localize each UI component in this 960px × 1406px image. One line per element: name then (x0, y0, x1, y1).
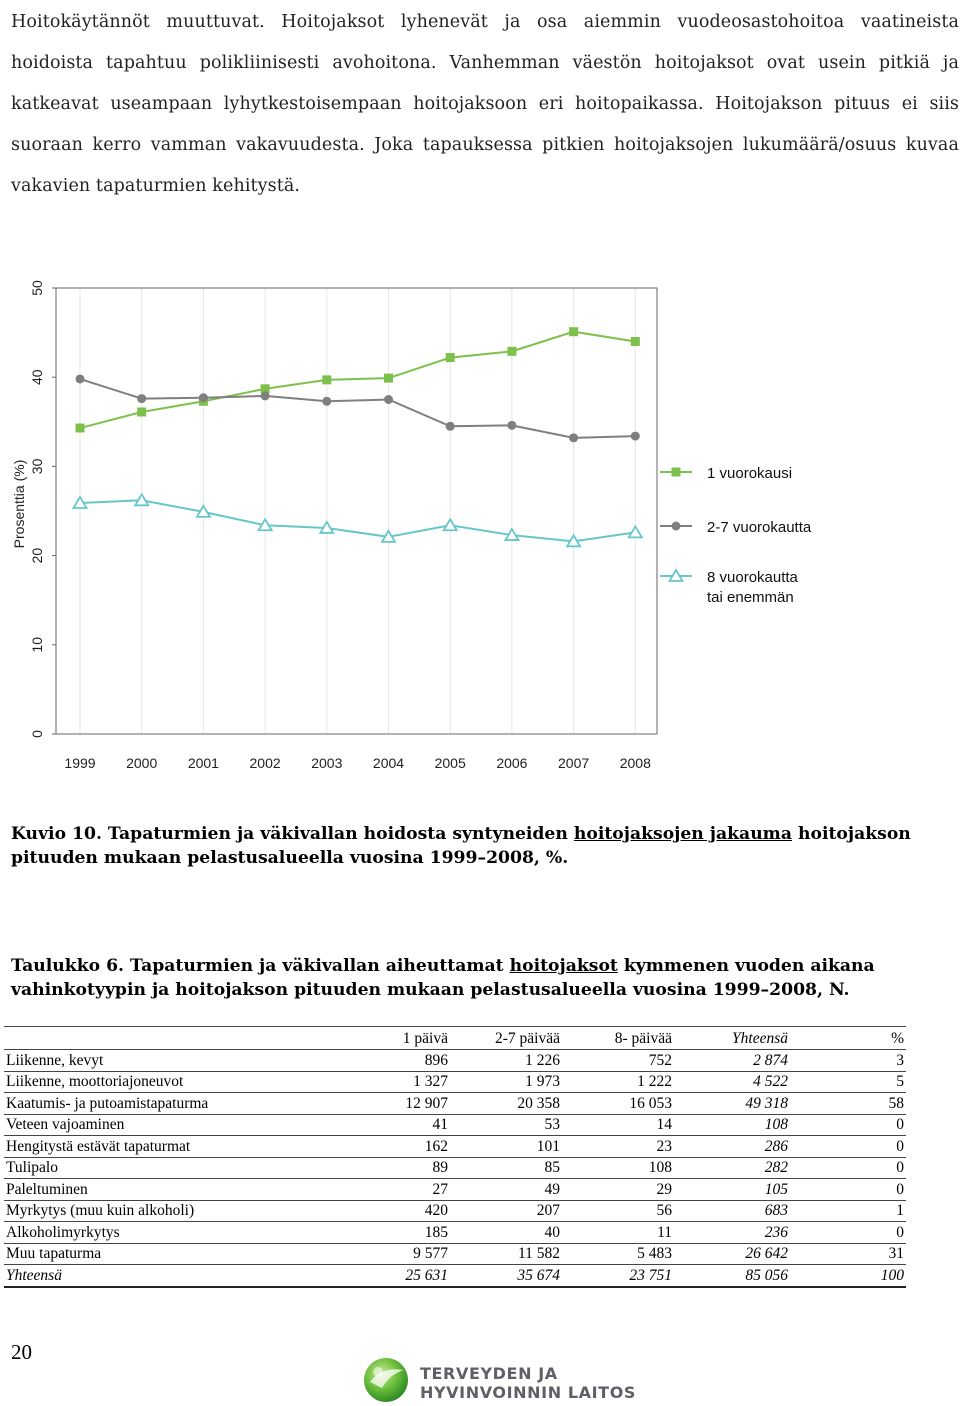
x-tick-label: 2007 (558, 755, 590, 771)
row-value: 85 056 (674, 1265, 790, 1287)
legend-label: 2-7 vuorokautta (707, 519, 812, 536)
page-number: 20 (11, 1340, 32, 1364)
logo-line1: TERVEYDEN JA (420, 1364, 558, 1383)
line-chart (0, 270, 960, 790)
figure-caption-link[interactable]: hoitojaksojen jakauma (573, 824, 793, 844)
plot-frame (56, 288, 657, 734)
row-label: Liikenne, kevyt (4, 1050, 284, 1072)
row-value: 100 (790, 1265, 906, 1287)
y-tick-label: 30 (29, 458, 45, 475)
row-value: 5 483 (562, 1243, 674, 1265)
table-row (4, 1157, 906, 1179)
row-value: 0 (790, 1114, 906, 1136)
row-value: 4 522 (674, 1071, 790, 1093)
table-row (4, 1136, 906, 1158)
row-value: 108 (562, 1157, 674, 1179)
y-tick-label: 50 (29, 280, 45, 296)
row-value: 0 (790, 1157, 906, 1179)
row-value: 420 (284, 1200, 450, 1222)
header-cell: Yhteensä (674, 1027, 790, 1050)
y-axis-label: Prosenttia (%) (11, 459, 27, 549)
row-value: 5 (790, 1071, 906, 1093)
row-value: 40 (450, 1222, 562, 1244)
row-value: 11 (562, 1222, 674, 1244)
row-value: 0 (790, 1179, 906, 1201)
y-tick-label: 10 (29, 637, 45, 653)
header-cell: 2-7 päivää (450, 1027, 562, 1050)
data-point (322, 375, 331, 384)
y-tick-label: 20 (29, 547, 45, 564)
legend-marker (672, 468, 681, 477)
header-cell: 8- päivää (562, 1027, 674, 1050)
series-line (80, 332, 635, 428)
row-label: Yhteensä (4, 1265, 284, 1287)
table-row (4, 1243, 906, 1265)
data-point (384, 374, 393, 383)
y-tick-label: 0 (29, 730, 45, 738)
row-value: 89 (284, 1157, 450, 1179)
row-value: 12 907 (284, 1093, 450, 1115)
row-value: 53 (450, 1114, 562, 1136)
row-label: Liikenne, moottoriajoneuvot (4, 1071, 284, 1093)
data-point (569, 433, 578, 442)
data-point (76, 424, 85, 433)
row-value: 683 (674, 1200, 790, 1222)
row-value: 35 674 (450, 1265, 562, 1287)
table-row (4, 1114, 906, 1136)
data-table (4, 1026, 906, 1288)
x-tick-label: 2004 (372, 755, 405, 771)
x-tick-label: 2008 (619, 755, 651, 771)
table-row (4, 1093, 906, 1115)
row-label: Hengitystä estävät tapaturmat (4, 1136, 284, 1158)
row-value: 1 222 (562, 1071, 674, 1093)
row-value: 49 318 (674, 1093, 790, 1115)
row-value: 41 (284, 1114, 450, 1136)
row-value: 3 (790, 1050, 906, 1072)
row-value: 236 (674, 1222, 790, 1244)
row-label: Alkoholimyrkytys (4, 1222, 284, 1244)
y-tick-label: 40 (29, 369, 45, 385)
data-point (76, 374, 85, 383)
row-value: 108 (674, 1114, 790, 1136)
table-row (4, 1222, 906, 1244)
row-value: 207 (450, 1200, 562, 1222)
table-row (4, 1200, 906, 1222)
row-value: 11 582 (450, 1243, 562, 1265)
x-tick-label: 2005 (434, 755, 466, 771)
row-value: 25 631 (284, 1265, 450, 1287)
data-point (631, 337, 640, 346)
legend-label: tai enemmän (707, 589, 794, 606)
data-point (446, 422, 455, 431)
row-value: 2 874 (674, 1050, 790, 1072)
row-value: 896 (284, 1050, 450, 1072)
table-total-row (4, 1265, 906, 1287)
thl-logo (360, 1352, 640, 1406)
row-value: 16 053 (562, 1093, 674, 1115)
data-point (322, 397, 331, 406)
x-tick-label: 2003 (311, 755, 343, 771)
data-point (569, 327, 578, 336)
thl-logo-icon (360, 1352, 414, 1406)
data-point (137, 394, 146, 403)
logo-line2: HYVINVOINNIN LAITOS (420, 1383, 637, 1402)
row-value: 20 358 (450, 1093, 562, 1115)
header-cell (4, 1027, 284, 1050)
table-row (4, 1050, 906, 1072)
header-cell: 1 päivä (284, 1027, 450, 1050)
data-point (199, 393, 208, 402)
row-value: 26 642 (674, 1243, 790, 1265)
intro-paragraph: Hoitokäytännöt muuttuvat. Hoitojaksot lyhenevät ja osa aiemmin vuodeosastohoitoa vaatineista hoidoista tapahtuu polikliinisesti avohoitona. Vanhemman väestön hoitojaksot ovat usein pitkiä ja katkeavat useampaan lyhytkestoisempaan hoitojaksoon eri hoitopaikassa. Hoitojakson pituus ei siis suoraan kerro vamman vakavuudesta. Joka tapauksessa pitkien hoitojaksojen lukumäärä/osuus kuvaa vakavien tapaturmien kehitystä. (11, 12, 959, 196)
row-value: 185 (284, 1222, 450, 1244)
row-value: 1 327 (284, 1071, 450, 1093)
x-tick-label: 2000 (126, 755, 158, 771)
data-point (384, 395, 393, 404)
data-point (261, 391, 270, 400)
row-value: 0 (790, 1136, 906, 1158)
table-row (4, 1071, 906, 1093)
row-value: 14 (562, 1114, 674, 1136)
legend-label: 8 vuorokautta (707, 569, 798, 586)
row-value: 23 (562, 1136, 674, 1158)
figure-caption: Kuvio 10. Tapaturmien ja väkivallan hoidosta syntyneiden hoitojaksojen jakauma hoitojakson pituuden mukaan pelastusalueella vuosina 1999–2008, %. (11, 824, 911, 868)
row-value: 56 (562, 1200, 674, 1222)
x-tick-label: 2001 (187, 755, 219, 771)
row-value: 282 (674, 1157, 790, 1179)
table-caption-link[interactable]: hoitojaksot (509, 956, 618, 976)
x-tick-label: 1999 (64, 755, 96, 771)
row-value: 162 (284, 1136, 450, 1158)
data-point (507, 347, 516, 356)
data-point (444, 519, 457, 530)
series-line (80, 500, 635, 541)
data-point (507, 421, 516, 430)
row-value: 101 (450, 1136, 562, 1158)
x-tick-label: 2002 (249, 755, 281, 771)
row-value: 49 (450, 1179, 562, 1201)
row-label: Tulipalo (4, 1157, 284, 1179)
row-value: 85 (450, 1157, 562, 1179)
table-caption: Taulukko 6. Tapaturmien ja väkivallan aiheuttamat hoitojaksot kymmenen vuoden aikana vahinkotyypin ja hoitojakson pituuden mukaan pelastusalueella vuosina 1999–2008, N. (11, 956, 875, 1000)
data-point (631, 432, 640, 441)
header-cell: % (790, 1027, 906, 1050)
row-label: Myrkytys (muu kuin alkoholi) (4, 1200, 284, 1222)
table-row (4, 1179, 906, 1201)
row-value: 1 973 (450, 1071, 562, 1093)
data-point (446, 353, 455, 362)
row-value: 29 (562, 1179, 674, 1201)
row-label: Veteen vajoaminen (4, 1114, 284, 1136)
row-value: 752 (562, 1050, 674, 1072)
row-value: 105 (674, 1179, 790, 1201)
x-tick-label: 2006 (496, 755, 528, 771)
row-value: 9 577 (284, 1243, 450, 1265)
row-value: 31 (790, 1243, 906, 1265)
row-label: Paleltuminen (4, 1179, 284, 1201)
row-value: 27 (284, 1179, 450, 1201)
legend-label: 1 vuorokausi (707, 465, 793, 482)
row-value: 23 751 (562, 1265, 674, 1287)
row-value: 286 (674, 1136, 790, 1158)
row-value: 1 226 (450, 1050, 562, 1072)
data-point (137, 407, 146, 416)
row-value: 1 (790, 1200, 906, 1222)
row-label: Muu tapaturma (4, 1243, 284, 1265)
table-header-row (4, 1027, 906, 1050)
chart-svg (0, 270, 960, 790)
row-value: 0 (790, 1222, 906, 1244)
legend-marker (672, 522, 681, 531)
data-point (629, 526, 642, 537)
row-label: Kaatumis- ja putoamistapaturma (4, 1093, 284, 1115)
row-value: 58 (790, 1093, 906, 1115)
